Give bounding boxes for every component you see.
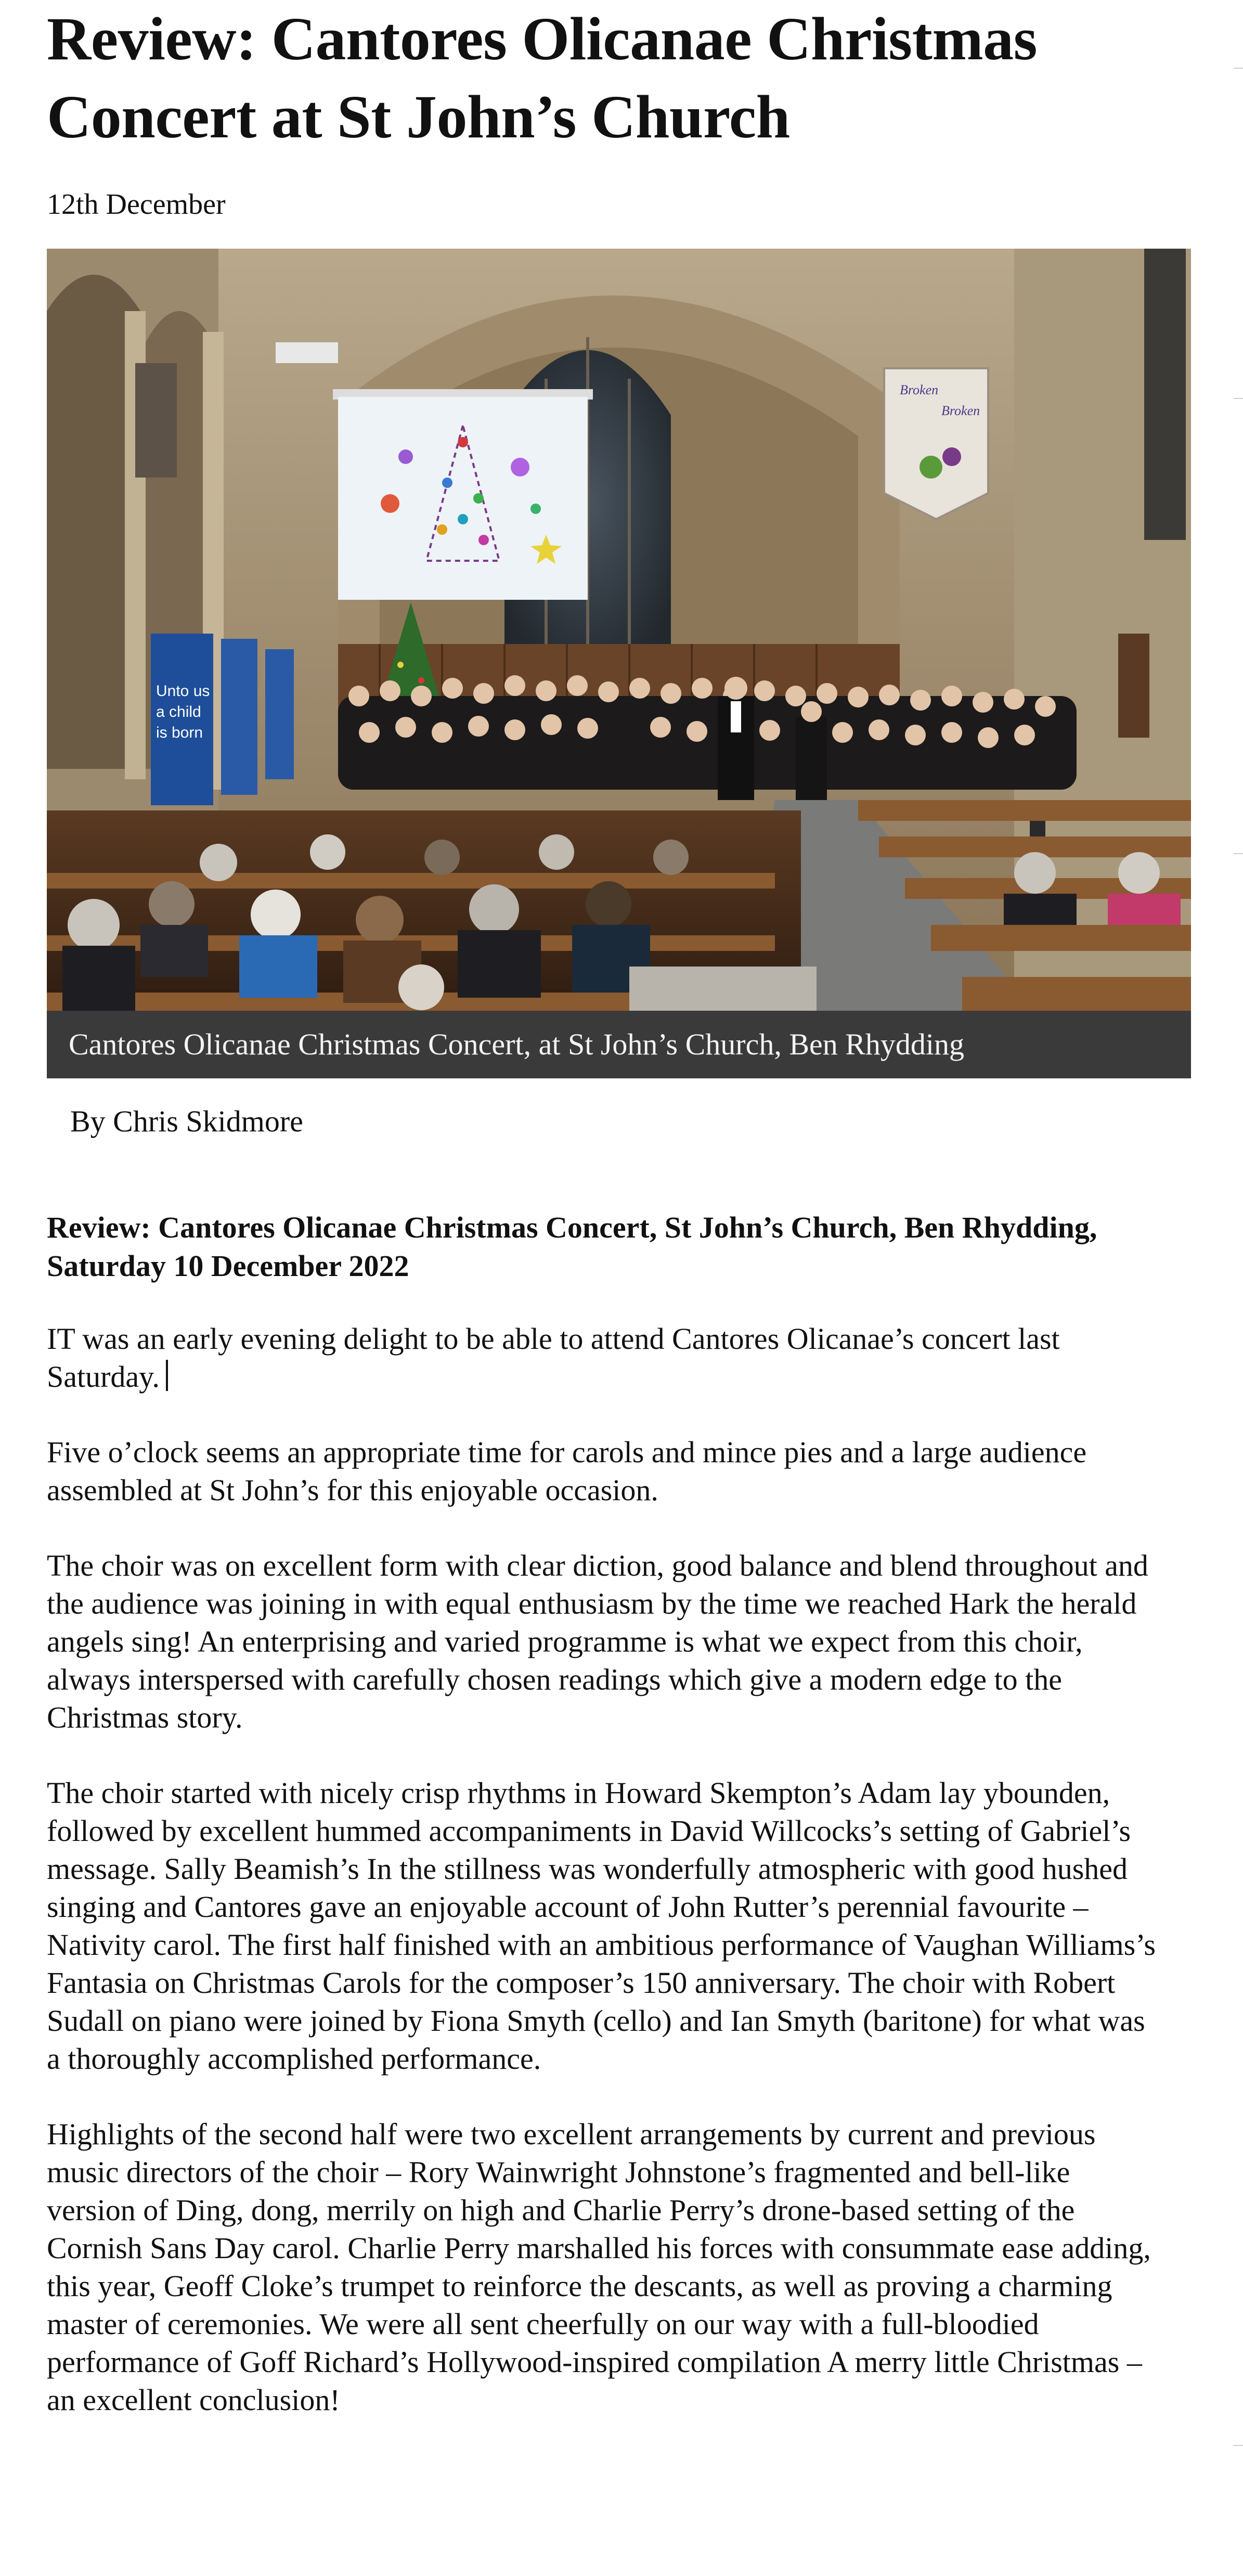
paragraph-5: Highlights of the second half were two excellent arrangements by current and previous music directors of the choir – Rory Wainwright Johnstone’s fragmented and bell-like version of Ding, dong, merrily on high and Charlie Perry’s drone-based setting of the Cornish Sans Day carol. Charlie Perry marshalled his forces with consummate ease adding, this year, Geoff Cloke’s trumpet to reinforce the descants, as well as proving a charming master of ceremonies. We were all sent cheerfully on our way with a full-bloodied performance of Goff Richard’s Hollywood-inspired compilation A merry little Christmas – an excellent conclusion! bbox=[47, 2117, 1151, 2417]
margin-tick bbox=[1234, 68, 1243, 69]
paragraph-1-text: IT was an early evening delight to be able to attend Cantores Olicanae’s concert last Saturday. bbox=[47, 1322, 1060, 1394]
article-figure bbox=[47, 249, 1191, 1078]
concert-photo bbox=[47, 249, 1191, 1011]
svg-text:is born: is born bbox=[156, 724, 203, 741]
paragraph-3: The choir was on excellent form with clear diction, good balance and blend throughout and the audience was joining in with equal enthusiasm by the time we reached Hark the herald angels sing! An enterprising and varied programme is what we expect from this choir, always interspersed with carefully chosen readings which give a modern edge to the Christmas story. bbox=[47, 1549, 1148, 1734]
image-caption-bar bbox=[47, 1011, 1191, 1078]
paragraph-2: Five o’clock seems an appropriate time for carols and mince pies and a large audience assembled at St John’s for this enjoyable occasion. bbox=[47, 1435, 1087, 1507]
svg-text:Unto us: Unto us bbox=[156, 682, 210, 700]
article bbox=[47, 0, 1191, 2419]
paragraph-1 bbox=[47, 1320, 1165, 1396]
review-subheading: Review: Cantores Olicanae Christmas Concert, St John’s Church, Ben Rhydding, Saturday 10 December 2022 bbox=[47, 1210, 1097, 1283]
text-cursor bbox=[166, 1360, 168, 1391]
svg-text:Broken: Broken bbox=[941, 403, 980, 418]
article-title: Review: Cantores Olicanae Christmas Concert at St John’s Church bbox=[47, 5, 1038, 151]
margin-tick bbox=[1234, 853, 1243, 854]
svg-text:Broken: Broken bbox=[900, 382, 939, 397]
svg-text:a child: a child bbox=[156, 703, 201, 720]
article-date: 12th December bbox=[47, 188, 226, 221]
paragraph-4: The choir started with nicely crisp rhythms in Howard Skempton’s Adam lay ybounden, followed by excellent hummed accompaniments in David Willcocks’s setting of Gabriel’s message. Sally Beamish’s In the stillness was wonderfully atmospheric with good hushed singing and Cantores gave an enjoyable account of John Rutter’s perennial favourite – Nativity carol. The first half finished with an ambitious performance of Vaughan Williams’s Fantasia on Christmas Carols for the composer’s 150 anniversary. The choir with Robert Sudall on piano were joined by Fiona Smyth (cello) and Ian Smyth (baritone) for what was a thoroughly accomplished performance. bbox=[47, 1776, 1156, 2076]
image-caption: Cantores Olicanae Christmas Concert, at St John’s Church, Ben Rhydding bbox=[69, 1027, 965, 1061]
margin-tick bbox=[1234, 2445, 1243, 2446]
byline: By Chris Skidmore bbox=[70, 1104, 303, 1138]
margin-tick bbox=[1234, 398, 1243, 399]
